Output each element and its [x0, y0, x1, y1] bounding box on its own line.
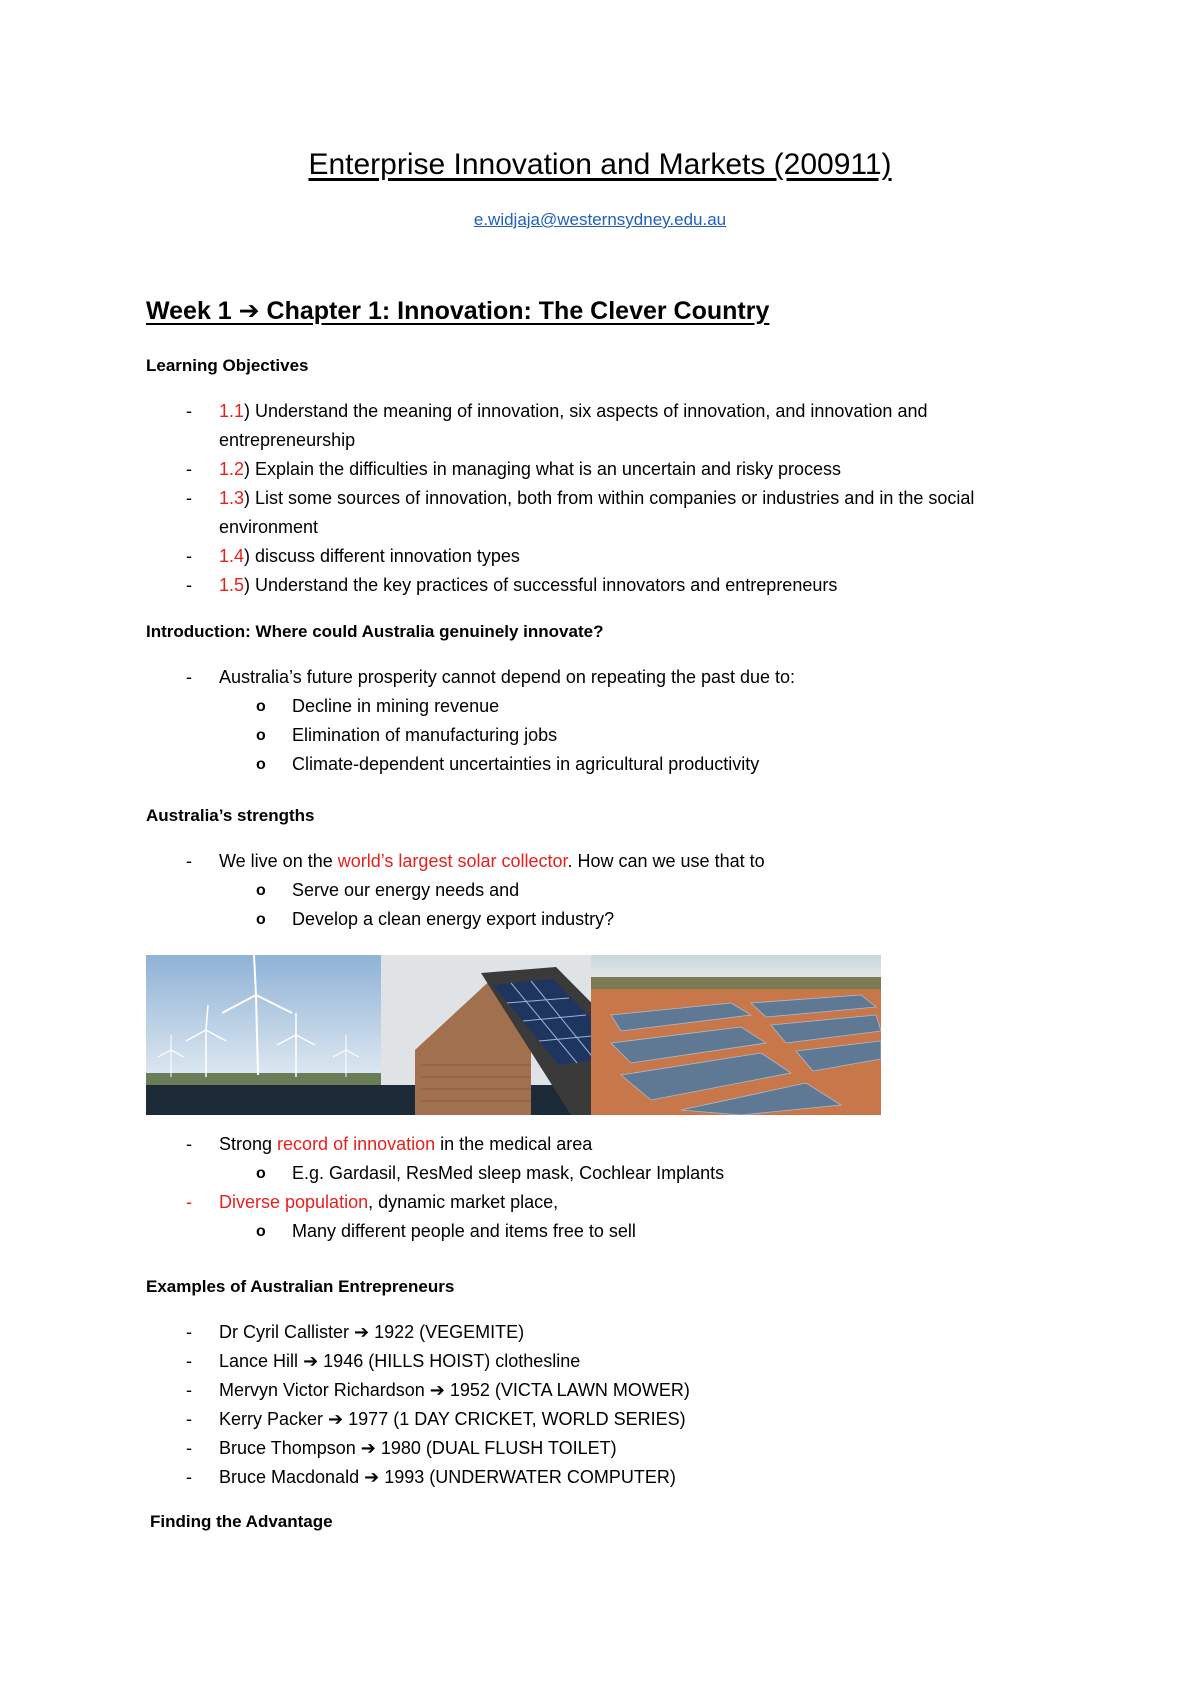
- dash-bullet: -: [186, 851, 192, 871]
- objective-number: 1.4: [219, 546, 245, 566]
- dash-bullet: -: [186, 1134, 192, 1154]
- arrow-icon: ➔: [303, 1351, 319, 1371]
- highlight-text: world’s largest solar collector: [337, 851, 568, 871]
- entrepreneur-name: Bruce Thompson: [219, 1438, 356, 1458]
- strengths-list-2: [146, 1130, 1040, 1246]
- week-heading: Week 1 ➔ Chapter 1: Innovation: The Clever Country: [146, 297, 770, 325]
- list-item: [146, 847, 1040, 876]
- sub-list-item: [146, 1217, 1040, 1246]
- list-item-text: Strong: [219, 1134, 278, 1154]
- sub-item-text: Climate-dependent uncertainties in agricultural productivity: [292, 754, 760, 774]
- dash-bullet: -: [186, 488, 192, 508]
- highlight-text: Diverse population: [219, 1192, 369, 1212]
- list-item: [146, 455, 1040, 484]
- list-item: [146, 542, 1040, 571]
- list-item-text: Australia’s future prosperity cannot depend on repeating the past due to:: [219, 667, 796, 687]
- sub-list-item: [146, 876, 1040, 905]
- circle-bullet: o: [256, 1165, 266, 1182]
- dash-bullet: -: [186, 667, 192, 687]
- renewable-energy-photos: [146, 955, 881, 1115]
- learning-objectives-heading: Learning Objectives: [146, 356, 309, 375]
- circle-bullet: o: [256, 1223, 266, 1240]
- list-item: [146, 397, 1040, 455]
- strengths-list-1: [146, 847, 1040, 934]
- list-item: [146, 1463, 1040, 1492]
- list-item-text: , dynamic market place,: [368, 1192, 559, 1212]
- entrepreneur-name: Lance Hill: [219, 1351, 299, 1371]
- sub-item-text: Decline in mining revenue: [292, 696, 500, 716]
- list-item: [146, 1434, 1040, 1463]
- sub-item-text: Elimination of manufacturing jobs: [292, 725, 558, 745]
- arrow-icon: ➔: [328, 1409, 344, 1429]
- list-item: [146, 1405, 1040, 1434]
- arrow-icon: ➔: [354, 1322, 370, 1342]
- sub-item-text: Many different people and items free to sell: [292, 1221, 636, 1241]
- dash-bullet: -: [186, 1438, 192, 1458]
- wind-turbines-photo: [146, 955, 381, 1115]
- arrow-icon: ➔: [364, 1467, 380, 1487]
- dash-bullet: -: [186, 1380, 192, 1400]
- entrepreneurs-heading: Examples of Australian Entrepreneurs: [146, 1277, 455, 1296]
- email-link[interactable]: e.widjaja@westernsydney.edu.au: [473, 210, 727, 229]
- sub-item-text: Serve our energy needs and: [292, 880, 520, 900]
- arrow-icon: ➔: [360, 1438, 376, 1458]
- dash-bullet: -: [186, 1192, 192, 1212]
- list-item-text: We live on the: [219, 851, 338, 871]
- highlight-text: record of innovation: [277, 1134, 436, 1154]
- circle-bullet: o: [256, 911, 266, 928]
- entrepreneur-detail: 1993 (UNDERWATER COMPUTER): [384, 1467, 676, 1487]
- list-item: [146, 571, 1040, 600]
- arrow-icon: ➔: [429, 1380, 445, 1400]
- solar-farm-photo: [591, 955, 881, 1115]
- dash-bullet: -: [186, 1409, 192, 1429]
- document-title: Enterprise Innovation and Markets (200911): [308, 148, 892, 181]
- objective-text: ) Explain the difficulties in managing what is an uncertain and risky process: [244, 459, 842, 479]
- finding-advantage-heading: Finding the Advantage: [150, 1512, 333, 1531]
- dash-bullet: -: [186, 1322, 192, 1342]
- learning-objectives-list: [146, 397, 1040, 600]
- dash-bullet: -: [186, 1351, 192, 1371]
- objective-number: 1.3: [219, 488, 245, 508]
- entrepreneur-name: Kerry Packer: [219, 1409, 324, 1429]
- dash-bullet: -: [186, 459, 192, 479]
- entrepreneur-detail: 1977 (1 DAY CRICKET, WORLD SERIES): [348, 1409, 686, 1429]
- list-item-text: . How can we use that to: [567, 851, 765, 871]
- objective-number: 1.1: [219, 401, 245, 421]
- sub-list-item: [146, 905, 1040, 934]
- objective-number: 1.5: [219, 575, 245, 595]
- circle-bullet: o: [256, 727, 266, 744]
- objective-text: ) Understand the key practices of successful innovators and entrepreneurs: [244, 575, 838, 595]
- list-item: [146, 663, 1040, 692]
- list-item: [146, 1376, 1040, 1405]
- entrepreneur-detail: 1946 (HILLS HOIST) clothesline: [323, 1351, 581, 1371]
- entrepreneur-name: Dr Cyril Callister: [219, 1322, 349, 1342]
- sub-list-item: [146, 692, 1040, 721]
- list-item: [146, 484, 1040, 542]
- entrepreneurs-list: [146, 1318, 1040, 1492]
- objective-text: ) discuss different innovation types: [244, 546, 520, 566]
- entrepreneur-name: Bruce Macdonald: [219, 1467, 360, 1487]
- introduction-heading: Introduction: Where could Australia genuinely innovate?: [146, 622, 604, 641]
- entrepreneur-name: Mervyn Victor Richardson: [219, 1380, 425, 1400]
- list-item: [146, 1188, 1040, 1217]
- introduction-list: [146, 663, 1040, 779]
- sub-item-text: Develop a clean energy export industry?: [292, 909, 615, 929]
- circle-bullet: o: [256, 698, 266, 715]
- entrepreneur-detail: 1922 (VEGEMITE): [374, 1322, 525, 1342]
- list-item: [146, 1347, 1040, 1376]
- sub-list-item: [146, 721, 1040, 750]
- objective-text: ) Understand the meaning of innovation, six aspects of innovation, and innovation and entrepreneurship: [219, 401, 928, 450]
- circle-bullet: o: [256, 756, 266, 773]
- dash-bullet: -: [186, 575, 192, 595]
- objective-text: ) List some sources of innovation, both from within companies or industries and in the social environment: [219, 488, 975, 537]
- sub-list-item: [146, 750, 1040, 779]
- list-item: [146, 1130, 1040, 1159]
- dash-bullet: -: [186, 546, 192, 566]
- sub-list-item: [146, 1159, 1040, 1188]
- list-item: [146, 1318, 1040, 1347]
- entrepreneur-detail: 1952 (VICTA LAWN MOWER): [449, 1380, 690, 1400]
- objective-number: 1.2: [219, 459, 245, 479]
- sub-item-text: E.g. Gardasil, ResMed sleep mask, Cochlear Implants: [292, 1163, 725, 1183]
- circle-bullet: o: [256, 882, 266, 899]
- strengths-heading: Australia’s strengths: [146, 806, 315, 825]
- entrepreneur-detail: 1980 (DUAL FLUSH TOILET): [380, 1438, 617, 1458]
- dash-bullet: -: [186, 401, 192, 421]
- dash-bullet: -: [186, 1467, 192, 1487]
- list-item-text: in the medical area: [435, 1134, 593, 1154]
